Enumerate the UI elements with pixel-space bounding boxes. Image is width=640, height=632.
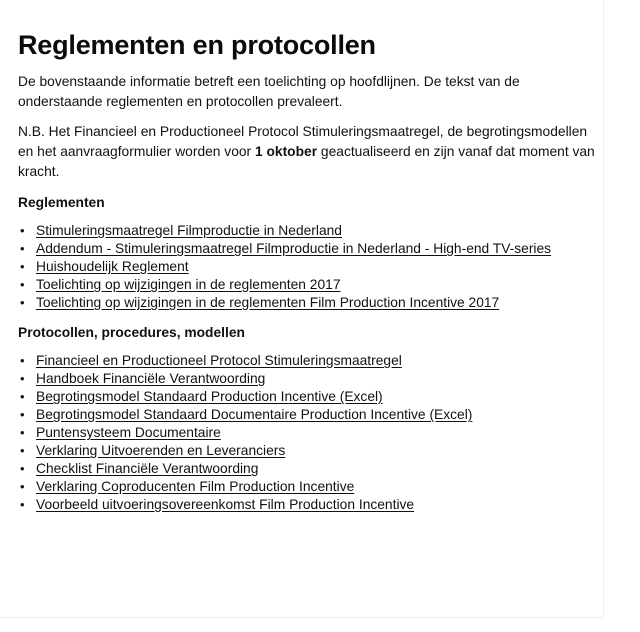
protocol-link-handboek[interactable]: Handboek Financiële Verantwoording [36,371,266,386]
list-item [18,442,602,460]
bullet: • [20,443,25,458]
reglement-link-toelichting-2017[interactable]: Toelichting op wijzigingen in de reglementen 2017 [36,277,341,292]
list-item [18,276,602,294]
reglement-link-stimuleringsmaatregel[interactable]: Stimuleringsmaatregel Filmproductie in Nederland [36,223,342,238]
list-item [18,352,602,370]
protocol-link-verklaring-uitvoerenden[interactable]: Verklaring Uitvoerenden en Leveranciers [36,443,286,458]
bullet: • [20,425,25,440]
main-content [18,28,602,522]
protocol-link-checklist[interactable]: Checklist Financiële Verantwoording [36,461,259,476]
reglement-link-addendum[interactable]: Addendum - Stimuleringsmaatregel Filmproductie in Nederland - High-end TV-series [36,241,552,256]
reglement-link-huishoudelijk[interactable]: Huishoudelijk Reglement [36,259,189,274]
list-item [18,496,602,514]
protocol-link-puntensysteem[interactable]: Puntensysteem Documentaire [36,425,221,440]
list-item [18,294,602,312]
protocol-link-voorbeeld-uitvoeringsovereenkomst[interactable]: Voorbeeld uitvoeringsovereenkomst Film Production Incentive [36,497,415,512]
bullet: • [20,295,25,310]
bullet: • [20,353,25,368]
protocol-link-financieel-productioneel[interactable]: Financieel en Productioneel Protocol Stimuleringsmaatregel [36,353,402,368]
note-text-start: N.B. Het Financieel en Productioneel Protocol Stimuleringsmaatregel, de begrotingsmodellen en het aanvraagformulier worden voor [18,124,588,159]
bullet: • [20,371,25,386]
list-item [18,258,602,276]
note-date-bold: 1 oktober [254,144,318,159]
bullet: • [20,389,25,404]
list-item [18,424,602,442]
note-text-end: geactualiseerd en zijn vanaf dat moment van kracht. [18,144,595,179]
list-item [18,460,602,478]
page-title: Reglementen en protocollen [18,30,376,60]
protocol-link-begrotingsmodel-standaard[interactable]: Begrotingsmodel Standaard Production Incentive (Excel) [36,389,383,404]
protocol-link-begrotingsmodel-documentaire[interactable]: Begrotingsmodel Standaard Documentaire Production Incentive (Excel) [36,407,473,422]
list-item [18,406,602,424]
reglement-link-toelichting-fpi-2017[interactable]: Toelichting op wijzigingen in de reglementen Film Production Incentive 2017 [36,295,500,310]
bullet: • [20,479,25,494]
list-item [18,240,602,258]
bullet: • [20,497,25,512]
bullet: • [20,277,25,292]
reglementen-heading: Reglementen [18,195,105,210]
reglementen-list [18,222,602,312]
note-paragraph [18,122,602,182]
list-item [18,388,602,406]
intro-paragraph: De bovenstaande informatie betreft een toelichting op hoofdlijnen. De tekst van de onderstaande reglementen en protocollen prevaleert. [18,74,520,109]
bullet: • [20,259,25,274]
bullet: • [20,223,25,238]
list-item [18,370,602,388]
protocollen-heading: Protocollen, procedures, modellen [18,325,245,340]
list-item [18,478,602,496]
bullet: • [20,407,25,422]
bullet: • [20,241,25,256]
bullet: • [20,461,25,476]
protocol-link-verklaring-coproducenten[interactable]: Verklaring Coproducenten Film Production Incentive [36,479,355,494]
protocollen-list [18,352,602,514]
list-item [18,222,602,240]
